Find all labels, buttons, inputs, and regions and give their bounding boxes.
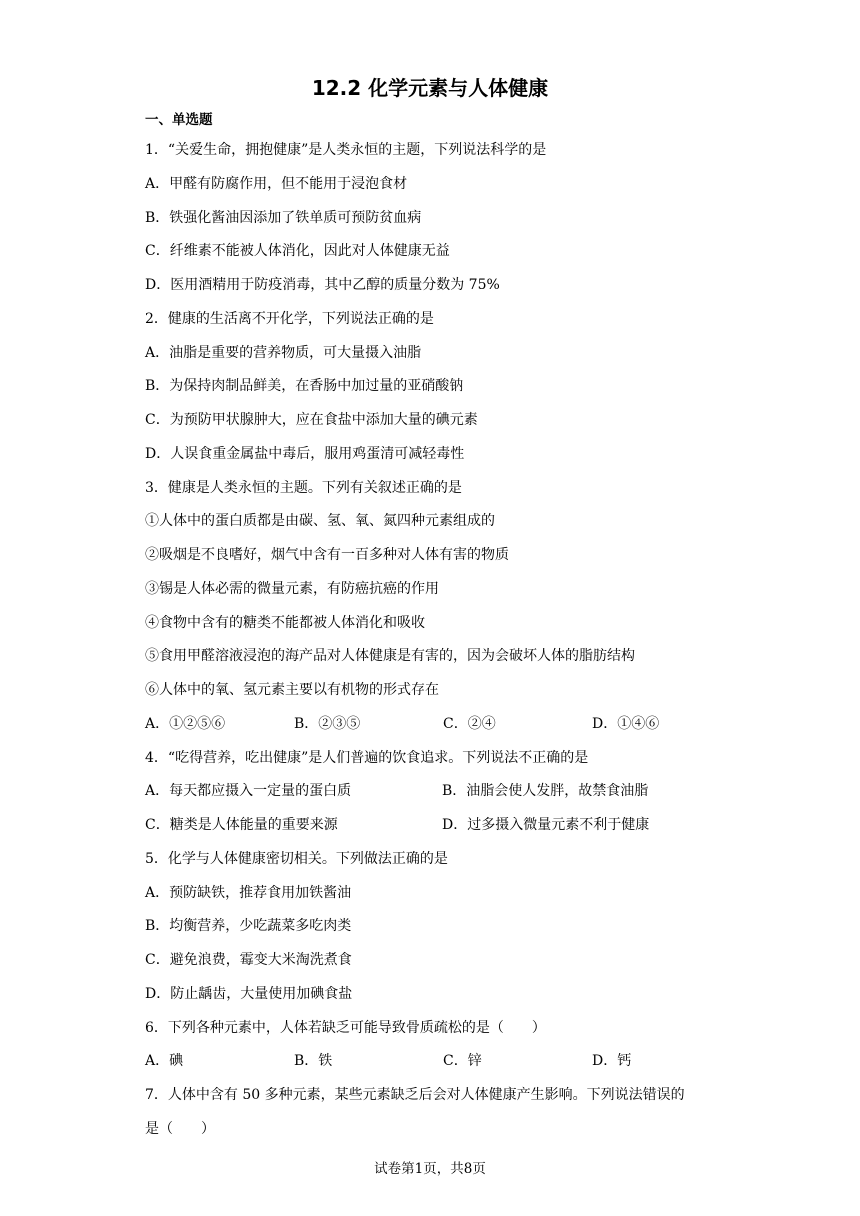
question-6-option-d: D．钙 [592, 1053, 632, 1069]
question-1-option-d: D．医用酒精用于防疫消毒，其中乙醇的质量分数为 75% [145, 277, 500, 293]
question-7-stem-line-2: 是（ ） [145, 1121, 215, 1137]
question-4-option-d: D．过多摄入微量元素不利于健康 [442, 817, 650, 833]
question-2-option-d: D．人误食重金属盐中毒后，服用鸡蛋清可减轻毒性 [145, 446, 465, 462]
question-4-option-b: B．油脂会使人发胖，故禁食油脂 [442, 783, 649, 799]
question-3-statement-6: ⑥人体中的氧、氢元素主要以有机物的形式存在 [145, 682, 439, 698]
question-3-option-b: B．②③⑤ [294, 716, 361, 732]
question-1-option-c: C．纤维素不能被人体消化，因此对人体健康无益 [145, 243, 450, 259]
question-3-stem: 3．健康是人类永恒的主题。下列有关叙述正确的是 [145, 480, 462, 496]
question-3-statement-2: ②吸烟是不良嗜好，烟气中含有一百多种对人体有害的物质 [145, 547, 509, 563]
question-4-option-a: A．每天都应摄入一定量的蛋白质 [145, 783, 352, 799]
page-footer: 试卷第1页，共8页 [374, 1161, 486, 1177]
question-1-option-a: A．甲醛有防腐作用，但不能用于浸泡食材 [145, 176, 408, 192]
question-2-option-a: A．油脂是重要的营养物质，可大量摄入油脂 [145, 345, 422, 361]
question-2-option-b: B．为保持肉制品鲜美，在香肠中加过量的亚硝酸钠 [145, 378, 464, 394]
question-3-option-d: D．①④⑥ [592, 716, 660, 732]
question-3-option-c: C．②④ [443, 716, 496, 732]
question-6-option-b: B．铁 [294, 1053, 333, 1069]
question-3-statement-1: ①人体中的蛋白质都是由碳、氢、氧、氮四种元素组成的 [145, 513, 495, 529]
question-5-option-c: C．避免浪费，霉变大米淘洗煮食 [145, 952, 352, 968]
question-6-option-c: C．锌 [443, 1053, 482, 1069]
question-5-option-d: D．防止龋齿，大量使用加碘食盐 [145, 986, 353, 1002]
question-6-option-a: A．碘 [145, 1053, 184, 1069]
question-2-stem: 2．健康的生活离不开化学，下列说法正确的是 [145, 311, 434, 327]
page-title: 12.2 化学元素与人体健康 [311, 76, 549, 100]
question-3-option-a: A．①②⑤⑥ [145, 716, 226, 732]
question-3-statement-5: ⑤食用甲醛溶液浸泡的海产品对人体健康是有害的，因为会破坏人体的脂肪结构 [145, 648, 635, 664]
question-5-option-a: A．预防缺铁，推荐食用加铁酱油 [145, 885, 352, 901]
question-5-option-b: B．均衡营养，少吃蔬菜多吃肉类 [145, 918, 352, 934]
question-5-stem: 5．化学与人体健康密切相关。下列做法正确的是 [145, 851, 448, 867]
question-6-stem: 6．下列各种元素中，人体若缺乏可能导致骨质疏松的是（ ） [145, 1020, 546, 1036]
question-4-stem: 4．“吃得营养，吃出健康”是人们普遍的饮食追求。下列说法不正确的是 [145, 750, 589, 766]
question-3-statement-4: ④食物中含有的糖类不能都被人体消化和吸收 [145, 615, 425, 631]
question-4-option-c: C．糖类是人体能量的重要来源 [145, 817, 338, 833]
question-1-option-b: B．铁强化酱油因添加了铁单质可预防贫血病 [145, 210, 422, 226]
question-1-stem: 1．“关爱生命，拥抱健康”是人类永恒的主题，下列说法科学的是 [145, 142, 547, 158]
question-3-statement-3: ③锡是人体必需的微量元素，有防癌抗癌的作用 [145, 581, 439, 597]
section-heading: 一、单选题 [145, 112, 213, 128]
question-7-stem-line-1: 7．人体中含有 50 多种元素，某些元素缺乏后会对人体健康产生影响。下列说法错误的 [145, 1087, 685, 1103]
question-2-option-c: C．为预防甲状腺肿大，应在食盐中添加大量的碘元素 [145, 412, 478, 428]
